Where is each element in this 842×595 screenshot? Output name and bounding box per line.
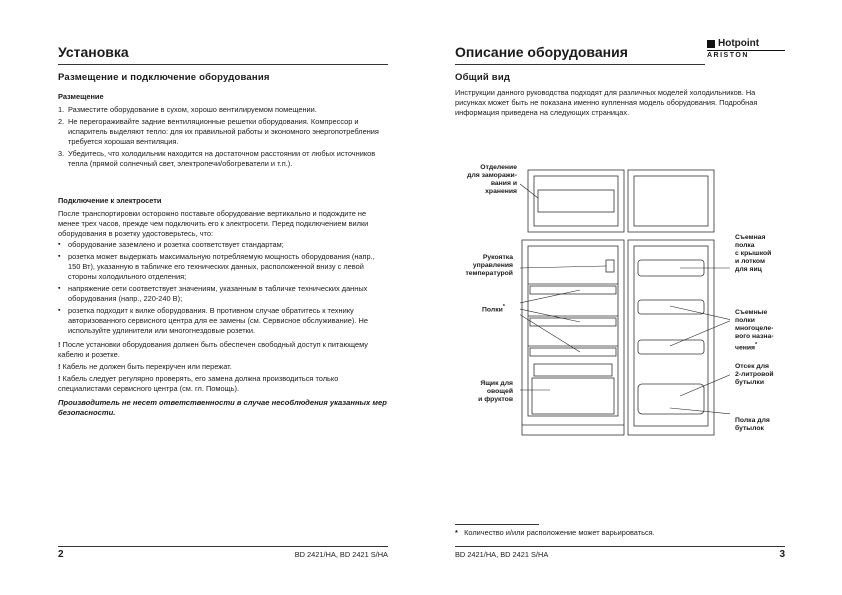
- warning-item: ! После установки оборудования должен быть обеспечен свободный доступ к питающему кабелю и розетке.: [58, 340, 368, 359]
- electric-list: [58, 240, 388, 336]
- door-shelf: [638, 340, 704, 354]
- electric-intro: После транспортировки осторожно поставьте оборудование вертикально и подождите не менее трех часов, прежде чем подключить его к электросети. Перед подключением вилки оборудования в розетку удостоверьтесь, что:: [58, 209, 369, 238]
- freezer-body: [528, 170, 624, 232]
- list-item: ▪ напряжение сети соответствует значениям, указанным в табличке технических данных оборудования (напр., 220-240 В);: [58, 284, 388, 304]
- footnote-rule: [455, 524, 539, 525]
- page-number: 2: [58, 549, 64, 560]
- placement-heading: Размещение: [58, 92, 104, 101]
- freezer-compartment: [534, 176, 618, 226]
- fridge-door: [628, 240, 714, 435]
- brand-logo: [707, 38, 785, 59]
- section-title: Размещение и подключение оборудования: [58, 72, 270, 83]
- brand-name: Hotpoint: [718, 38, 760, 49]
- leader-lines: [520, 184, 730, 414]
- label-egg-shelf: Съемная полка с крышкой и лотком для яиц: [735, 234, 772, 273]
- freezer-door-panel: [634, 176, 708, 226]
- footer-rule: [455, 546, 785, 547]
- model-number: BD 2421/HA, BD 2421 S/HA: [294, 550, 388, 559]
- fridge-cavity: [528, 246, 618, 416]
- left-page: [58, 0, 388, 595]
- freezer-door: [628, 170, 714, 232]
- list-item: ▪ оборудование заземлено и розетка соответствует стандартам;: [58, 240, 388, 250]
- placement-section: [58, 92, 388, 171]
- crisper-cover: [534, 364, 612, 376]
- title-rule: [455, 64, 705, 65]
- fridge-body: [522, 240, 624, 435]
- section-title: Общий вид: [455, 72, 511, 83]
- list-item: ▪ розетка подходит к вилке оборудования. В противном случае обратитесь к технику авторизованного сервисного центра для ее замены (см. Сервисное обслуживание). Не используйте удлинители или многогнездовые розетки.: [58, 306, 388, 336]
- thermostat-knob: [606, 260, 614, 272]
- fridge-illustration: [520, 160, 730, 445]
- model-number: BD 2421/HA, BD 2421 S/HA: [455, 550, 549, 559]
- list-item: 1. Разместите оборудование в сухом, хорошо вентилируемом помещении.: [58, 105, 317, 114]
- page-number: 3: [779, 549, 785, 560]
- label-shelves: Полки*: [482, 304, 505, 314]
- warnings: [58, 340, 388, 394]
- fridge-door-panel: [634, 246, 708, 426]
- shelf-glass: [530, 286, 616, 294]
- door-shelf: [638, 300, 704, 314]
- placement-list: [58, 105, 388, 169]
- label-bottle-compartment: Отсек для 2-литровой бутылки: [735, 363, 774, 386]
- electric-heading: Подключение к электросети: [58, 196, 162, 205]
- warning-item: ! Кабель не должен быть перекручен или пережат.: [58, 362, 232, 371]
- label-door-shelves: Съемные полки многоцеле- вого назна- чения*: [735, 309, 774, 352]
- label-freezer: Отделение для заморажи- вания и хранения: [467, 164, 517, 195]
- list-item: 3. Убедитесь, что холодильник находится на достаточном расстоянии от любых источников тепла (прямой солнечный свет, электропечи/обогреватели и т.п.).: [58, 149, 376, 168]
- label-bottle-shelf: Полка для бутылок: [735, 417, 770, 432]
- shelf-glass: [530, 348, 616, 356]
- page-title: Описание оборудования: [455, 44, 628, 60]
- disclaimer: Производитель не несет ответственности в случае несоблюдения указанных мер безопасности.: [58, 398, 387, 417]
- freezer-tray: [538, 190, 614, 212]
- intro-text: Инструкции данного руководства подходят для различных моделей холодильников. На рисунках может быть не показана именно купленная модель оборудования. Подробная информация приведена на следующих страницах.: [455, 88, 758, 117]
- shelf-glass: [530, 318, 616, 326]
- brand-subname: ARISTON: [707, 50, 785, 59]
- footer-rule: [58, 546, 388, 547]
- right-page: [455, 0, 785, 595]
- label-thermostat: Рукоятка управления температурой: [465, 254, 513, 277]
- page-title: Установка: [58, 44, 129, 60]
- label-crisper: Ящик для овощей и фруктов: [478, 380, 513, 403]
- footnote: * Количество и/или расположение может варьироваться.: [455, 528, 655, 537]
- list-item: ▪ розетка может выдержать максимальную потребляемую мощность оборудования (напр., 150 Вт), указанную в табличке его технических данных, расположенной внизу с левой стороны холодильного отделения;: [58, 252, 388, 282]
- brand-mark-icon: [707, 40, 715, 48]
- warning-item: ! Кабель следует регулярно проверять, его замена должна производиться только специалистами сервисного центра (см. гл. Помощь).: [58, 374, 339, 393]
- list-item: 2. Не перегораживайте задние вентиляционные решетки оборудования. Компрессор и испаритель выделяют тепло: для их правильной работы и экономного энергопотребления требуется хорошая вентиляция.: [58, 117, 379, 146]
- crisper-drawer: [532, 378, 614, 414]
- title-rule: [58, 64, 388, 65]
- bottle-shelf: [638, 384, 704, 414]
- electric-section: [58, 196, 388, 418]
